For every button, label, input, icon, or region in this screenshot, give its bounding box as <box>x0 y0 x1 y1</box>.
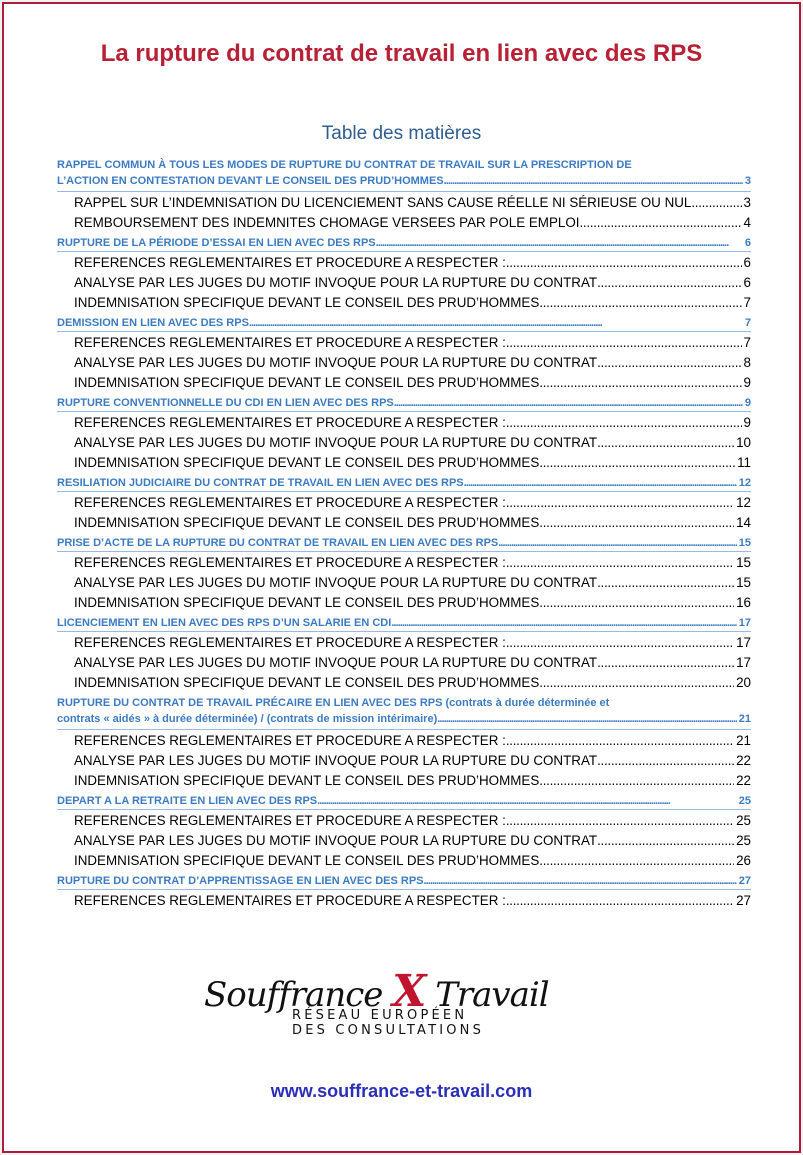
toc-subsection-entry[interactable] <box>57 272 751 292</box>
toc-page-number: 15 <box>736 554 751 570</box>
toc-section-entry[interactable] <box>57 692 751 730</box>
toc-page-number: 3 <box>743 194 751 210</box>
toc-subsection-entry[interactable] <box>57 672 751 692</box>
toc-page-number: 17 <box>736 654 751 670</box>
toc-dot-leader <box>424 875 737 887</box>
toc-entry-label: REFERENCES REGLEMENTAIRES ET PROCEDURE A RESPECTER : <box>74 254 506 270</box>
document-title: La rupture du contrat de travail en lien avec des RPS <box>100 40 703 67</box>
toc-dot-leader <box>376 237 743 249</box>
logo-word-souffrance: Souffrance <box>204 975 383 1015</box>
toc-dot-leader <box>597 275 741 290</box>
toc-entry-label: REFERENCES REGLEMENTAIRES ET PROCEDURE A RESPECTER : <box>74 554 506 570</box>
toc-entry-line <box>57 711 751 727</box>
logo-tagline-line2: DES CONSULTATIONS <box>292 1023 485 1038</box>
logo-word-travail: Travail <box>435 975 549 1015</box>
toc-dot-leader <box>506 635 734 650</box>
toc-entry-label: ANALYSE PAR LES JUGES DU MOTIF INVOQUE POUR LA RUPTURE DU CONTRAT <box>74 574 598 590</box>
toc-dot-leader <box>579 215 741 230</box>
toc-entry-label: RUPTURE DU CONTRAT DE TRAVAIL PRÉCAIRE EN LIEN AVEC DES RPS (contrats à durée déterminée et <box>57 697 610 709</box>
toc-dot-leader <box>539 455 735 470</box>
toc-dot-leader <box>391 617 736 629</box>
toc-page-number: 21 <box>738 713 751 725</box>
toc-page-number: 12 <box>738 477 751 489</box>
toc-entry-label: RESILIATION JUDICIAIRE DU CONTRAT DE TRAVAIL EN LIEN AVEC DES RPS <box>57 477 464 489</box>
toc-entry-label: ANALYSE PAR LES JUGES DU MOTIF INVOQUE POUR LA RUPTURE DU CONTRAT <box>74 832 598 848</box>
toc-entry-label: LICENCIEMENT EN LIEN AVEC DES RPS D’UN SALARIE EN CDI <box>57 617 392 629</box>
toc-entry-label: RAPPEL SUR L’INDEMNISATION DU LICENCIEMENT SANS CAUSE RÉELLE NI SÉRIEUSE OU NUL <box>74 194 692 210</box>
toc-page-number: 4 <box>743 214 751 230</box>
toc-subsection-entry[interactable] <box>57 432 751 452</box>
toc-entry-label: REFERENCES REGLEMENTAIRES ET PROCEDURE A RESPECTER : <box>74 634 506 650</box>
toc-entry-label: L’ACTION EN CONTESTATION DEVANT LE CONSEIL DES PRUD’HOMMES <box>57 175 444 187</box>
toc-page-number: 8 <box>743 354 751 370</box>
toc-page-number: 27 <box>736 892 751 908</box>
toc-subsection-entry[interactable] <box>57 850 751 870</box>
toc-page-number: 15 <box>736 574 751 590</box>
toc-page-number: 17 <box>738 617 751 629</box>
toc-subsection-entry[interactable] <box>57 810 751 830</box>
toc-entry-label: REFERENCES REGLEMENTAIRES ET PROCEDURE A RESPECTER : <box>74 494 506 510</box>
toc-page-number: 16 <box>736 594 751 610</box>
toc-dot-leader <box>394 397 743 409</box>
toc-entry-label: RUPTURE DU CONTRAT D’APPRENTISSAGE EN LIEN AVEC DES RPS <box>57 875 424 887</box>
toc-dot-leader <box>506 893 734 908</box>
toc-entry-label: ANALYSE PAR LES JUGES DU MOTIF INVOQUE POUR LA RUPTURE DU CONTRAT <box>74 274 598 290</box>
toc-entry-label: ANALYSE PAR LES JUGES DU MOTIF INVOQUE POUR LA RUPTURE DU CONTRAT <box>74 654 598 670</box>
toc-section-entry[interactable] <box>57 232 751 252</box>
toc-page-number: 26 <box>736 852 751 868</box>
toc-entry-label: INDEMNISATION SPECIFIQUE DEVANT LE CONSEIL DES PRUD’HOMMES <box>74 772 540 788</box>
toc-section-entry[interactable] <box>57 154 751 192</box>
toc-subsection-entry[interactable] <box>57 492 751 512</box>
toc-section-entry[interactable] <box>57 312 751 332</box>
toc-page-number: 15 <box>738 537 751 549</box>
toc-entry-label: contrats « aidés » à durée déterminée) / (contrats de mission intérimaire) <box>57 713 438 725</box>
toc-entry-label: INDEMNISATION SPECIFIQUE DEVANT LE CONSEIL DES PRUD’HOMMES <box>74 674 540 690</box>
toc-page-number: 6 <box>744 237 751 249</box>
toc-subsection-entry[interactable] <box>57 632 751 652</box>
toc-subsection-entry[interactable] <box>57 572 751 592</box>
toc-entry-label: REFERENCES REGLEMENTAIRES ET PROCEDURE A RESPECTER : <box>74 892 506 908</box>
toc-entry-label: ANALYSE PAR LES JUGES DU MOTIF INVOQUE POUR LA RUPTURE DU CONTRAT <box>74 434 598 450</box>
toc-dot-leader <box>539 295 741 310</box>
toc-dot-leader <box>691 195 741 210</box>
toc-subsection-entry[interactable] <box>57 592 751 612</box>
toc-heading: Table des matières <box>321 123 482 144</box>
toc-page-number: 9 <box>743 374 751 390</box>
toc-page-number: 7 <box>743 334 751 350</box>
toc-entry-label: INDEMNISATION SPECIFIQUE DEVANT LE CONSEIL DES PRUD’HOMMES <box>74 374 540 390</box>
toc-subsection-entry[interactable] <box>57 890 751 910</box>
toc-entry-label: ANALYSE PAR LES JUGES DU MOTIF INVOQUE POUR LA RUPTURE DU CONTRAT <box>74 752 598 768</box>
toc-subsection-entry[interactable] <box>57 750 751 770</box>
toc-entry-label: REFERENCES REGLEMENTAIRES ET PROCEDURE A RESPECTER : <box>74 334 506 350</box>
toc-dot-leader <box>437 711 737 727</box>
toc-section-entry[interactable] <box>57 532 751 552</box>
toc-subsection-entry[interactable] <box>57 452 751 472</box>
toc-subsection-entry[interactable] <box>57 372 751 392</box>
toc-subsection-entry[interactable] <box>57 830 751 850</box>
toc-dot-leader <box>539 675 734 690</box>
toc-subsection-entry[interactable] <box>57 512 751 532</box>
toc-entry-label: INDEMNISATION SPECIFIQUE DEVANT LE CONSEIL DES PRUD’HOMMES <box>74 294 540 310</box>
toc-page-number: 6 <box>743 274 751 290</box>
toc-dot-leader <box>597 355 741 370</box>
toc-subsection-entry[interactable] <box>57 730 751 750</box>
toc-subsection-entry[interactable] <box>57 332 751 352</box>
toc-dot-leader <box>506 415 742 430</box>
toc-page-number: 22 <box>736 772 751 788</box>
toc-dot-leader <box>597 655 734 670</box>
toc-dot-leader <box>539 773 734 788</box>
toc-entry-label: DEMISSION EN LIEN AVEC DES RPS <box>57 317 249 329</box>
toc-dot-leader <box>506 555 734 570</box>
toc-section-entry[interactable] <box>57 392 751 412</box>
toc-dot-leader <box>539 853 734 868</box>
toc-section-entry[interactable] <box>57 612 751 632</box>
toc-dot-leader <box>498 537 736 549</box>
toc-dot-leader <box>249 317 743 329</box>
toc-entry-label: REFERENCES REGLEMENTAIRES ET PROCEDURE A RESPECTER : <box>74 732 506 748</box>
toc-entry-label: RUPTURE CONVENTIONNELLE DU CDI EN LIEN AVEC DES RPS <box>57 397 394 409</box>
toc-section-entry[interactable] <box>57 790 751 810</box>
toc-subsection-entry[interactable] <box>57 652 751 672</box>
toc-entry-line <box>57 173 751 189</box>
toc-subsection-entry[interactable] <box>57 770 751 790</box>
toc-subsection-entry[interactable] <box>57 352 751 372</box>
toc-page-number: 3 <box>744 175 751 187</box>
toc-dot-leader <box>444 173 743 189</box>
toc-dot-leader <box>506 495 734 510</box>
toc-dot-leader <box>539 515 734 530</box>
toc-subsection-entry[interactable] <box>57 412 751 432</box>
toc-page-number: 10 <box>736 434 751 450</box>
toc-dot-leader <box>539 595 734 610</box>
toc-page-number: 21 <box>736 732 751 748</box>
toc-subsection-entry[interactable] <box>57 552 751 572</box>
toc-page-number: 17 <box>736 634 751 650</box>
logo-x-mark: X <box>392 966 426 1017</box>
toc-subsection-entry[interactable] <box>57 292 751 312</box>
toc-page-number: 25 <box>736 832 751 848</box>
logo-tagline-line1: RÉSEAU EUROPÉEN <box>292 1008 468 1023</box>
toc-entry-label: PRISE D’ACTE DE LA RUPTURE DU CONTRAT DE TRAVAIL EN LIEN AVEC DES RPS <box>57 537 499 549</box>
toc-dot-leader <box>597 753 734 768</box>
toc-dot-leader <box>597 435 734 450</box>
toc-dot-leader <box>506 813 734 828</box>
toc-page-number: 22 <box>736 752 751 768</box>
toc-dot-leader <box>317 795 737 807</box>
toc-page-number: 9 <box>743 414 751 430</box>
toc-entry-label: INDEMNISATION SPECIFIQUE DEVANT LE CONSEIL DES PRUD’HOMMES <box>74 594 540 610</box>
table-of-contents <box>57 154 751 910</box>
website-link[interactable]: www.souffrance-et-travail.com <box>270 1081 533 1101</box>
toc-dot-leader <box>597 833 734 848</box>
toc-page-number: 9 <box>744 397 751 409</box>
toc-dot-leader <box>506 335 742 350</box>
logo-tagline <box>292 1008 524 1038</box>
toc-entry-label: RUPTURE DE LA PÉRIODE D’ESSAI EN LIEN AVEC DES RPS <box>57 237 376 249</box>
toc-entry-label: ANALYSE PAR LES JUGES DU MOTIF INVOQUE POUR LA RUPTURE DU CONTRAT <box>74 354 598 370</box>
toc-entry-label: REFERENCES REGLEMENTAIRES ET PROCEDURE A RESPECTER : <box>74 812 506 828</box>
toc-dot-leader <box>464 477 737 489</box>
toc-page-number: 27 <box>738 875 751 887</box>
toc-dot-leader <box>539 375 741 390</box>
toc-page-number: 12 <box>736 494 751 510</box>
toc-section-entry[interactable] <box>57 472 751 492</box>
toc-dot-leader <box>597 575 734 590</box>
toc-entry-label: INDEMNISATION SPECIFIQUE DEVANT LE CONSEIL DES PRUD’HOMMES <box>74 852 540 868</box>
toc-page-number: 25 <box>736 812 751 828</box>
toc-page-number: 25 <box>738 795 751 807</box>
toc-page-number: 11 <box>737 454 751 470</box>
toc-page-number: 14 <box>736 514 751 530</box>
toc-entry-label: REFERENCES REGLEMENTAIRES ET PROCEDURE A RESPECTER : <box>74 414 506 430</box>
toc-subsection-entry[interactable] <box>57 252 751 272</box>
logo <box>204 966 549 1048</box>
toc-entry-label: INDEMNISATION SPECIFIQUE DEVANT LE CONSEIL DES PRUD’HOMMES <box>74 454 540 470</box>
toc-subsection-entry[interactable] <box>57 212 751 232</box>
toc-page-number: 20 <box>736 674 751 690</box>
toc-entry-label: RAPPEL COMMUN À TOUS LES MODES DE RUPTURE DU CONTRAT DE TRAVAIL SUR LA PRESCRIPTION DE <box>57 159 632 171</box>
toc-entry-label: DEPART A LA RETRAITE EN LIEN AVEC DES RPS <box>57 795 318 807</box>
toc-entry-label: INDEMNISATION SPECIFIQUE DEVANT LE CONSEIL DES PRUD’HOMMES <box>74 514 540 530</box>
toc-section-entry[interactable] <box>57 870 751 890</box>
toc-page-number: 7 <box>743 294 751 310</box>
toc-dot-leader <box>506 733 734 748</box>
toc-dot-leader <box>506 255 742 270</box>
document-page <box>2 2 801 1153</box>
toc-page-number: 6 <box>743 254 751 270</box>
toc-entry-label: REMBOURSEMENT DES INDEMNITES CHOMAGE VERSEES PAR POLE EMPLOI <box>74 214 580 230</box>
toc-page-number: 7 <box>744 317 751 329</box>
toc-subsection-entry[interactable] <box>57 192 751 212</box>
